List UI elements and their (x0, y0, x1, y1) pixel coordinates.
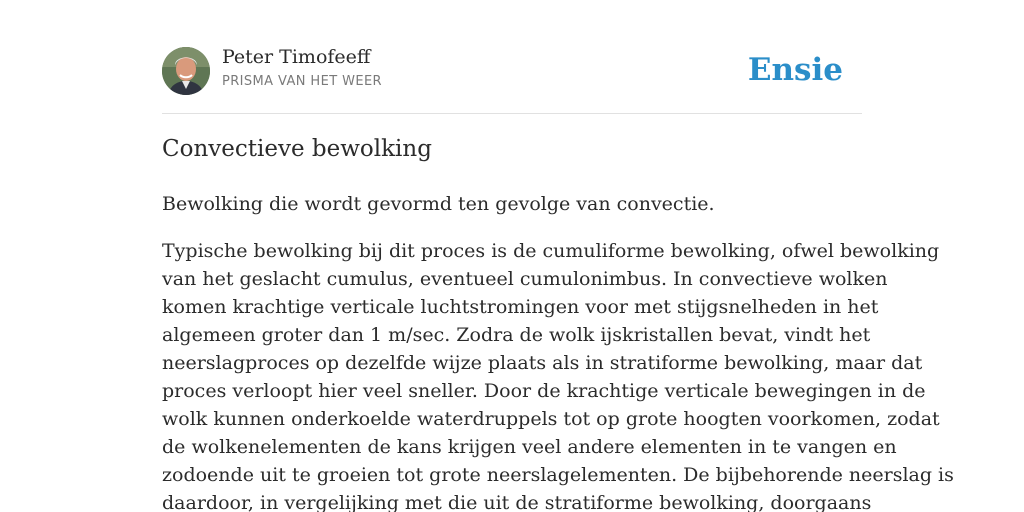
article-lead: Bewolking die wordt gevormd ten gevolge van convectie. (162, 193, 715, 215)
author-name[interactable]: Peter Timofeeff (222, 46, 371, 68)
ensie-logo[interactable]: Ensie (747, 52, 843, 88)
author-avatar[interactable] (162, 47, 210, 95)
article-body (162, 237, 954, 512)
body-line: zodoende uit te groeien tot grote neerslagelementen. De bijbehorende neerslag is (162, 464, 954, 486)
body-line: neerslagproces op dezelfde wijze plaats als in stratiforme bewolking, maar dat (162, 352, 923, 374)
author-source[interactable]: PRISMA VAN HET WEER (222, 74, 382, 89)
article-title: Convectieve bewolking (162, 136, 432, 162)
author-header (162, 46, 862, 96)
body-line: wolk kunnen onderkoelde waterdruppels tot op grote hoogten voorkomen, zodat (162, 408, 940, 430)
body-line: van het geslacht cumulus, eventueel cumulonimbus. In convectieve wolken (162, 268, 888, 290)
body-line: algemeen groter dan 1 m/sec. Zodra de wolk ijskristallen bevat, vindt het (162, 324, 871, 346)
avatar-photo (162, 47, 210, 95)
body-line: komen krachtige verticale luchtstromingen voor met stijgsnelheden in het (162, 296, 879, 318)
body-line: Typische bewolking bij dit proces is de cumuliforme bewolking, ofwel bewolking (162, 240, 940, 262)
header-divider (162, 113, 862, 114)
body-line: de wolkenelementen de kans krijgen veel andere elementen in te vangen en (162, 436, 897, 458)
body-line: proces verloopt hier veel sneller. Door de krachtige verticale bewegingen in de (162, 380, 926, 402)
body-line: daardoor, in vergelijking met die uit de stratiforme bewolking, doorgaans (162, 492, 872, 512)
